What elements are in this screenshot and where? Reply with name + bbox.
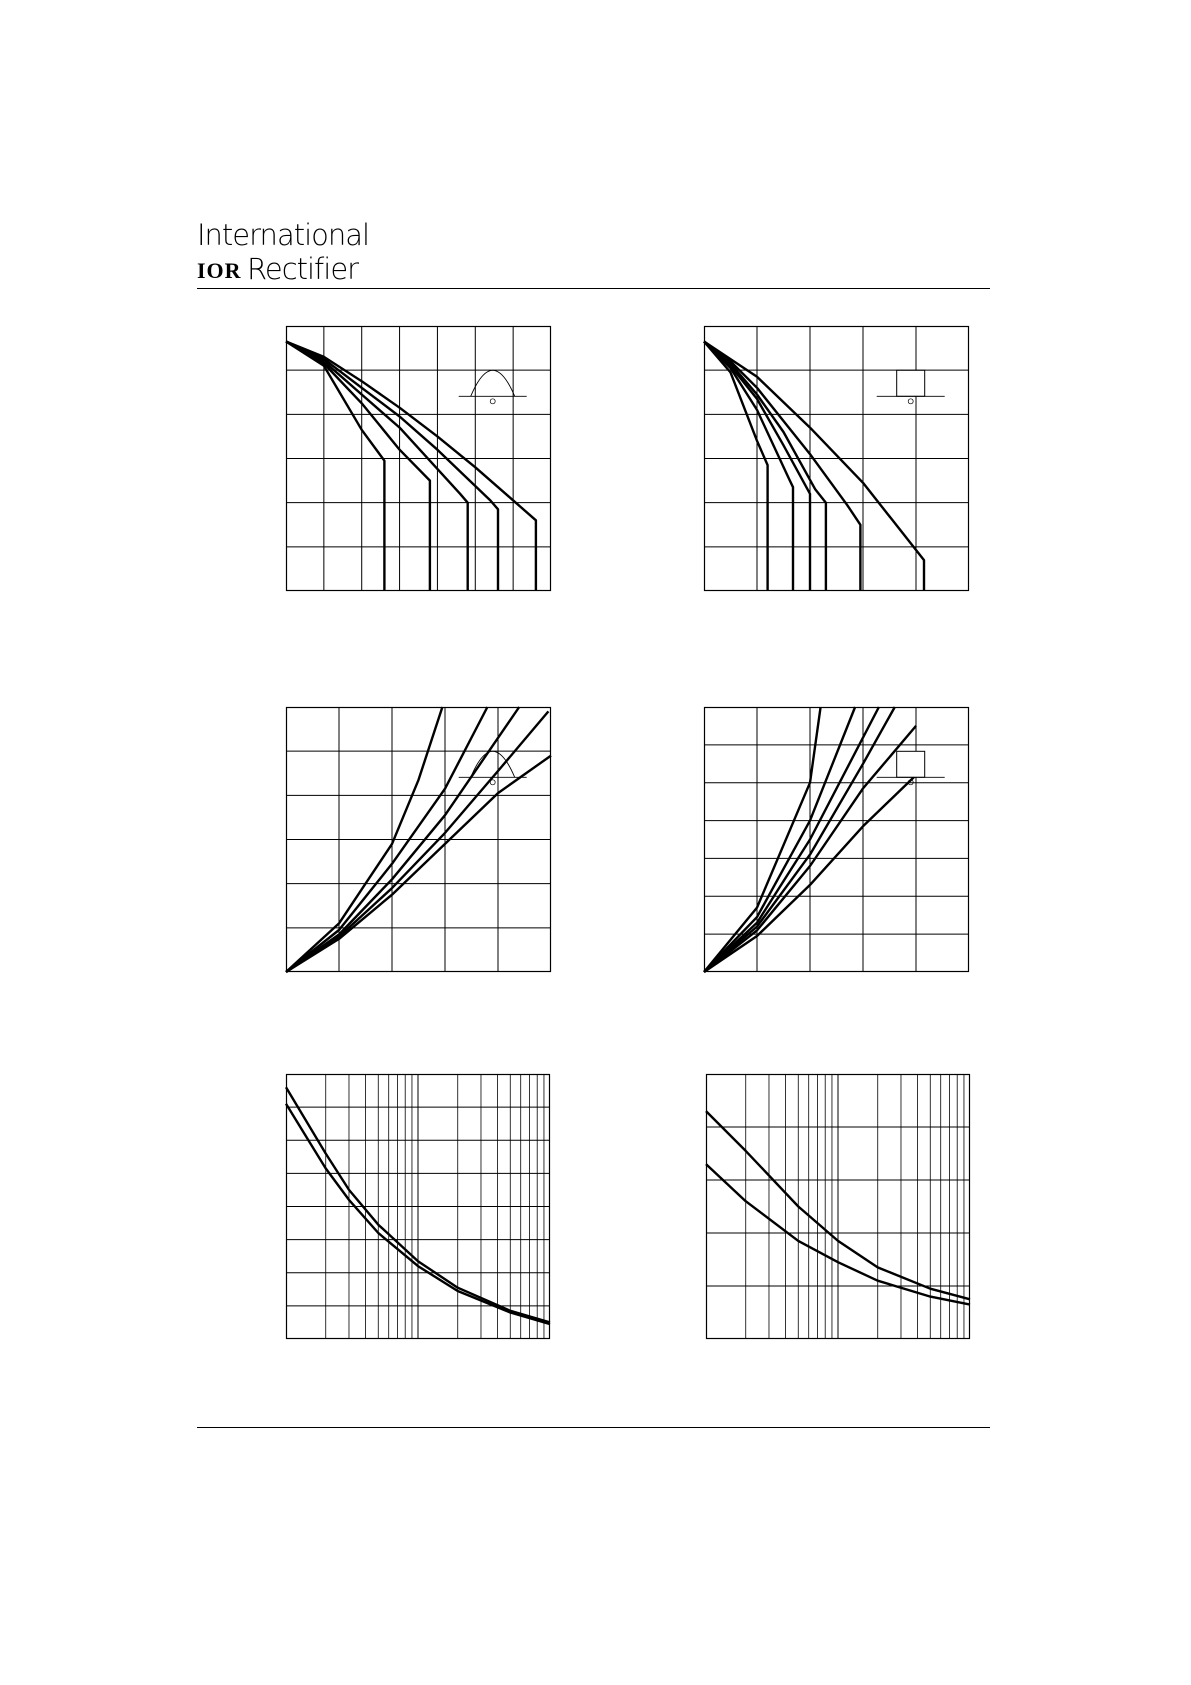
rectangular-conduction-icon <box>877 751 945 785</box>
rectangular-wave-shape <box>897 370 925 396</box>
conduction-angle-icon <box>490 399 495 404</box>
rectangular-wave-shape <box>897 751 925 777</box>
conduction-angle-icon <box>490 780 495 785</box>
conduction-angle-icon <box>908 399 913 404</box>
brand-name-line2: Rectifier <box>247 252 359 286</box>
chart-surge-b <box>706 1074 970 1339</box>
brand-logo-mark: IOR <box>197 258 242 283</box>
chart-power-rect <box>704 707 969 972</box>
brand-name-line1: International <box>197 218 370 252</box>
footer-divider <box>197 1427 990 1428</box>
series-curve-c4 <box>286 711 548 972</box>
sine-conduction-icon <box>459 370 527 404</box>
brand-logo <box>197 218 370 286</box>
series-curve-c4 <box>704 342 826 592</box>
header-divider <box>197 288 990 289</box>
series-curve-c1 <box>286 342 384 592</box>
series-curve-c2 <box>704 707 855 972</box>
series-curve-c4 <box>286 342 498 592</box>
chart-surge-a <box>286 1074 550 1339</box>
chart-temp-rect <box>704 326 969 591</box>
rectangular-conduction-icon <box>877 370 945 404</box>
sine-wave-shape <box>471 370 515 396</box>
series-curve-c3 <box>286 342 468 592</box>
sine-wave-shape <box>471 751 515 777</box>
chart-power-sine <box>286 707 551 972</box>
chart-temp-sine <box>286 326 551 591</box>
